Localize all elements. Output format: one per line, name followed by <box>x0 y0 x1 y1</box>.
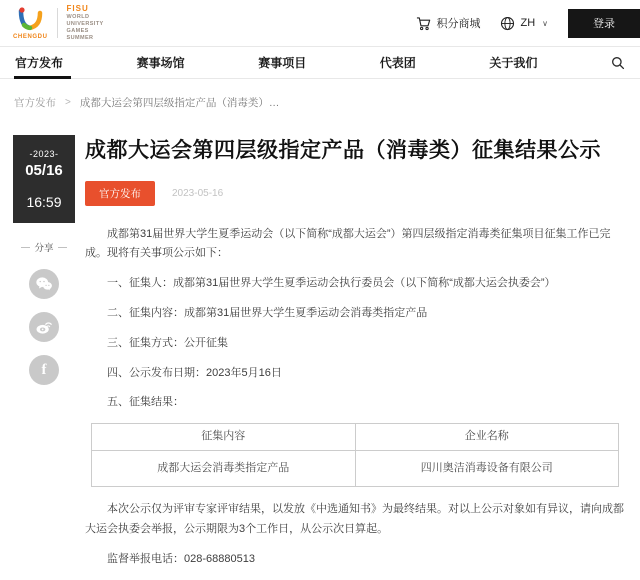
language-label: ZH <box>520 17 536 29</box>
paragraph-intro: 成都第31届世界大学生夏季运动会（以下简称“成都大运会”）第四层级指定消毒类征集项目征集工作已完成。现将有关事项公示如下： <box>85 227 611 260</box>
nav-item-official-release[interactable]: 官方发布 <box>15 47 63 78</box>
nav-item-sports[interactable]: 赛事项目 <box>258 56 307 70</box>
fisu-line-summer: SUMMER <box>66 34 94 41</box>
article-body <box>85 225 627 570</box>
share-panel <box>13 240 75 385</box>
fisu-line-games: GAMES <box>66 28 89 34</box>
u-mark-icon <box>13 7 47 33</box>
paragraph-item-2: 二、征集内容：成都第31届世界大学生夏季运动会消毒类指定产品 <box>107 306 428 319</box>
share-weibo-button[interactable] <box>29 312 59 342</box>
wechat-icon <box>35 276 53 292</box>
facebook-icon: f <box>41 361 47 378</box>
share-dash-left <box>21 247 30 248</box>
breadcrumb-root[interactable]: 官方发布 <box>14 97 56 109</box>
publish-date: 2023-05-16 <box>172 187 224 199</box>
shopping-cart-icon <box>416 16 431 31</box>
share-dash-right <box>58 247 67 248</box>
article-content <box>85 135 640 580</box>
date-box-year: -2023- <box>29 149 59 159</box>
logo-divider <box>57 8 58 38</box>
share-icons <box>29 269 59 385</box>
points-mall-link[interactable] <box>416 15 480 31</box>
table-row <box>92 451 619 487</box>
nav-item-delegations[interactable]: 代表团 <box>379 56 416 70</box>
table-cell-content: 成都大运会消毒类指定产品 <box>92 451 356 487</box>
paragraph-item-5: 五、征集结果： <box>107 396 184 409</box>
paragraph-item-1: 一、征集人：成都第31届世界大学生夏季运动会执行委员会（以下简称“成都大运会执委会”） <box>107 277 556 290</box>
paragraph-item-3: 三、征集方式：公开征集 <box>107 336 228 349</box>
share-wechat-button[interactable] <box>29 269 59 299</box>
breadcrumb-current: 成都大运会第四层级指定产品（消毒类）… <box>79 97 280 109</box>
article-layout <box>0 135 640 580</box>
nav-item-about-us[interactable]: 关于我们 <box>489 56 538 70</box>
login-button[interactable]: 登录 <box>568 9 640 38</box>
top-bar-actions <box>416 0 640 46</box>
article-title: 成都大运会第四层级指定产品（消毒类）征集结果公示 <box>85 139 601 162</box>
breadcrumb-separator: > <box>65 97 71 108</box>
fisu-title: FISU <box>66 4 89 14</box>
paragraph-closing: 本次公示仅为评审专家评审结果，以发放《中选通知书》为最终结果。对以上公示对象如有异议，请向成都大运会执委会举报，公示期限为3个工作日，从公示次日算起。 <box>85 503 624 535</box>
table-header-row <box>92 424 619 451</box>
category-tag[interactable]: 官方发布 <box>85 181 155 206</box>
share-heading <box>21 240 66 254</box>
breadcrumb <box>14 95 626 110</box>
chevron-down-icon: ∨ <box>542 18 548 28</box>
hotline: 监督举报电话：028-68880513 <box>107 552 255 565</box>
fisu-wordmark <box>67 4 104 42</box>
share-facebook-button[interactable] <box>29 355 59 385</box>
table-cell-company: 四川奥洁消毒设备有限公司 <box>355 451 619 487</box>
language-selector[interactable] <box>500 16 548 31</box>
date-box-date: 05/16 <box>25 162 63 179</box>
globe-icon <box>500 16 515 31</box>
search-icon <box>611 56 625 70</box>
share-label: 分享 <box>34 243 54 254</box>
paragraph-item-4: 四、公示发布日期：2023年5月16日 <box>107 366 282 379</box>
date-box-time: 16:59 <box>26 194 62 210</box>
main-nav <box>0 46 640 79</box>
logo-chengdu-text: CHENGDU <box>13 33 48 40</box>
left-rail <box>0 135 85 580</box>
site-logo[interactable] <box>13 4 104 42</box>
result-table <box>91 423 619 487</box>
search-button[interactable] <box>611 47 625 78</box>
fisu-line-university: UNIVERSITY <box>66 21 104 28</box>
top-bar <box>0 0 640 46</box>
points-mall-label: 积分商城 <box>436 18 481 30</box>
table-header-content: 征集内容 <box>92 424 356 451</box>
table-header-company: 企业名称 <box>355 424 619 451</box>
nav-item-venues[interactable]: 赛事场馆 <box>136 56 185 70</box>
fisu-line-world: WORLD <box>66 14 90 21</box>
universiade-logo-mark <box>13 7 48 40</box>
weibo-icon <box>35 319 53 335</box>
article-date-box <box>13 135 75 223</box>
article-meta <box>85 181 627 206</box>
